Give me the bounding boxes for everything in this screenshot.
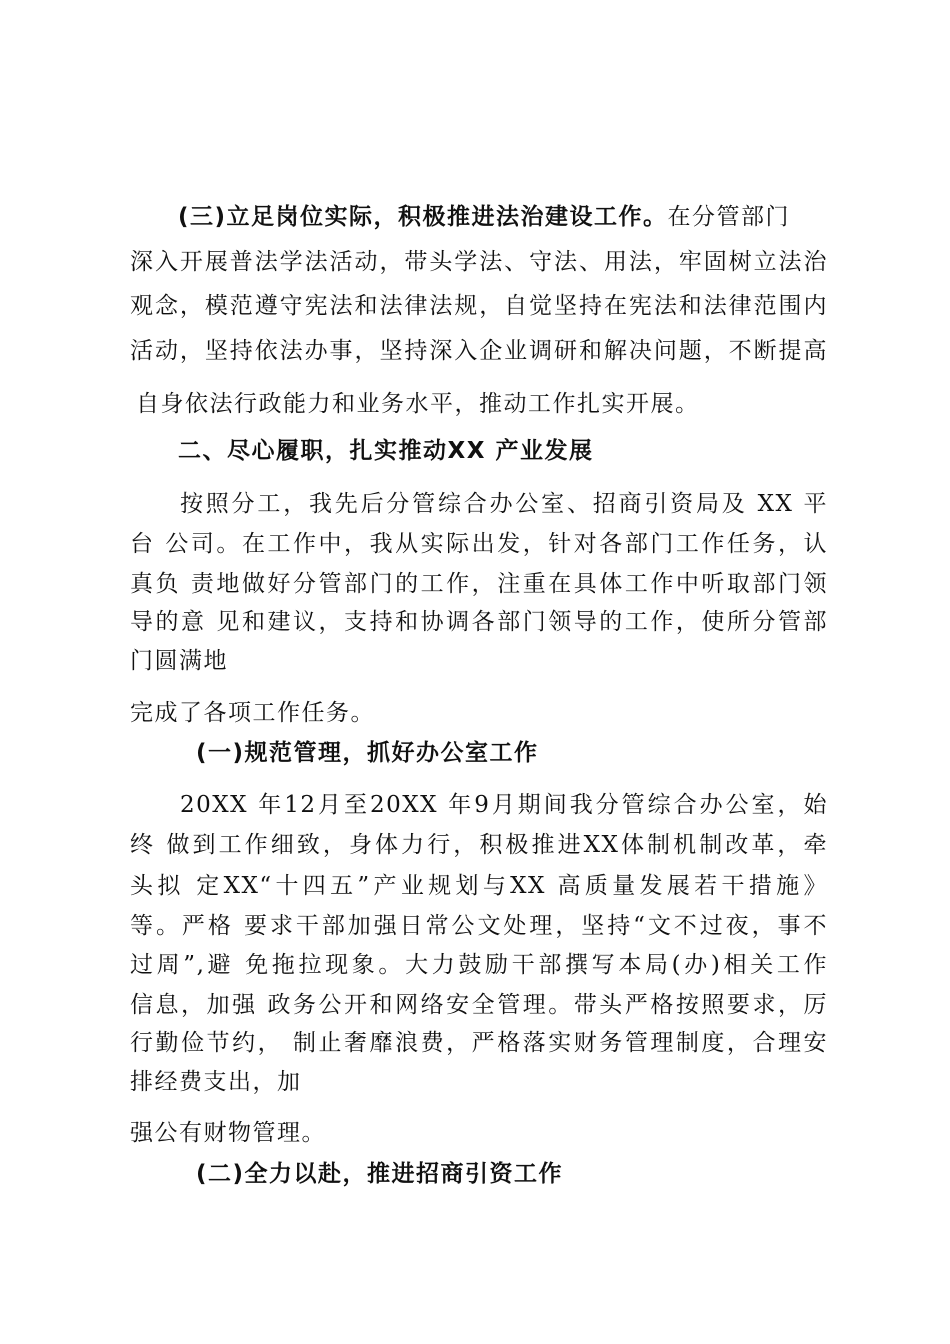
paragraph-line: 完成了各项工作任务。 [130,700,375,726]
paragraph-line: 行勤俭节约， 制止奢靡浪费，严格落实财务管理制度，合理安 [130,1030,828,1056]
paragraph-line: 导的意 见和建议，支持和协调各部门领导的工作，使所分管部 [130,609,828,635]
subsection-heading: (一)规范管理，抓好办公室工作 [196,740,539,766]
paragraph-line: 活动，坚持依法办事，坚持深入企业调研和解决问题，不断提高 [130,338,828,364]
paragraph-line: 终 做到工作细致，身体力行，积极推进XX体制机制改革，牵 [130,832,828,858]
paragraph-line: 头拟 定XX“十四五”产业规划与XX 高质量发展若干措施》 [130,873,828,899]
paragraph-line: 深入开展普法学法活动，带头学法、守法、用法，牢固树立法治 [130,249,828,275]
paragraph-line: 信息，加强 政务公开和网络安全管理。带头严格按照要求，厉 [130,992,828,1018]
paragraph-line: 排经费支出，加 [130,1069,302,1095]
paragraph-line: 真负 责地做好分管部门的工作，注重在具体工作中听取部门领 [130,571,828,597]
paragraph-text: 在分管部门 [667,204,791,230]
paragraph-line: 过周”,避 免拖拉现象。大力鼓励干部撰写本局(办)相关工作 [130,952,828,978]
paragraph-line: 门圆满地 [130,648,228,674]
paragraph-line: 等。严格 要求干部加强日常公文处理，坚持“文不过夜，事不 [130,913,828,939]
paragraph-line: 20XX 年12月至20XX 年9月期间我分管综合办公室，始 [180,792,828,818]
subsection-heading: (二)全力以赴，推进招商引资工作 [196,1161,564,1187]
paragraph-line: 按照分工，我先后分管综合办公室、招商引资局及 XX 平 [180,491,828,517]
paragraph-line [178,202,790,232]
section-heading: (三)立足岗位实际，积极推进法治建设工作。 [178,204,668,230]
paragraph-line: 自身依法行政能力和业务水平，推动工作扎实开展。 [136,391,700,417]
paragraph-line: 台 公司。在工作中，我从实际出发，针对各部门工作任务，认 [130,531,828,557]
paragraph-line: 观念，模范遵守宪法和法律法规，自觉坚持在宪法和法律范围内 [130,293,828,319]
paragraph-line: 强公有财物管理。 [130,1120,326,1146]
part-heading: 二、尽心履职，扎实推动XX 产业发展 [178,438,594,464]
